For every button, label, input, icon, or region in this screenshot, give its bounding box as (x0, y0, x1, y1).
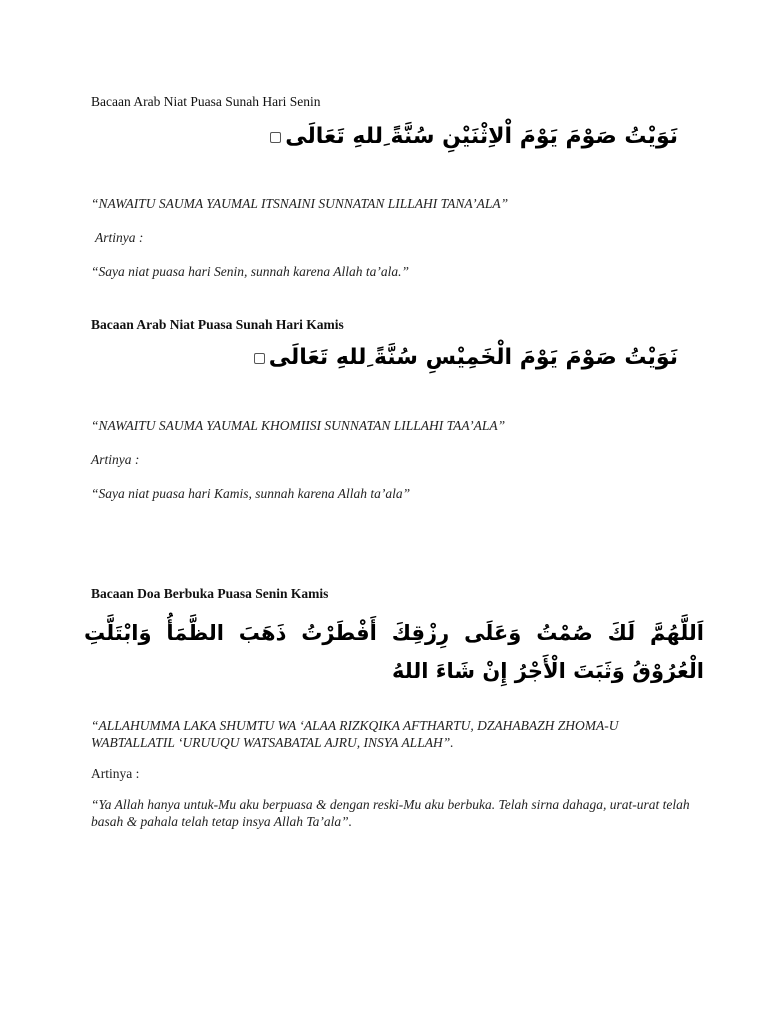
arabic-doa-berbuka: اَللَّهُمَّ لَكَ صُمْتُ وَعَلَى رِزْقِكَ أَفْطَرْتُ ذَهَبَ الظَّمَأُ وَابْتَلَّتِ الْعُرُوْقُ وَثَبَتَ الْأَجْرُ إِنْ شَاءَ اللهُ (84, 621, 704, 683)
placeholder-box-icon (254, 353, 265, 364)
meaning-senin: “Saya niat puasa hari Senin, sunnah karena Allah ta’ala.” (91, 264, 410, 279)
transliteration-kamis: “NAWAITU SAUMA YAUMAL KHOMIISI SUNNATAN LILLAHI TAA’ALA” (91, 418, 506, 433)
section-heading-berbuka: Bacaan Doa Berbuka Puasa Senin Kamis (91, 586, 329, 601)
meaning-label-senin: Artinya : (95, 230, 144, 245)
arabic-text: نَوَيْتُ صَوْمَ يَوْمَ الْخَمِيْسِ سُنَّةً ِللهِ تَعَالَى (268, 345, 678, 370)
meaning-label-kamis: Artinya : (91, 452, 140, 467)
section-heading-kamis: Bacaan Arab Niat Puasa Sunah Hari Kamis (91, 317, 344, 332)
section-heading-senin: Bacaan Arab Niat Puasa Sunah Hari Senin (91, 94, 321, 109)
meaning-label-berbuka: Artinya : (91, 766, 140, 781)
meaning-kamis: “Saya niat puasa hari Kamis, sunnah karena Allah ta’ala” (91, 486, 411, 501)
transliteration-senin: “NAWAITU SAUMA YAUMAL ITSNAINI SUNNATAN LILLAHI TANA’ALA” (91, 196, 509, 211)
transliteration-berbuka: “ALLAHUMMA LAKA SHUMTU WA ‘ALAA RIZKQIKA AFTHARTU, DZAHABAZH ZHOMA-U WABTALLATIL ‘URUUQU WATSABATAL AJRU, INSYA ALLAH”. (91, 718, 619, 750)
meaning-berbuka: “Ya Allah hanya untuk-Mu aku berpuasa & dengan reski-Mu aku berbuka. Telah sirna dahaga, urat-urat telah basah & pahala telah tetap insya Allah Ta’ala”. (91, 797, 690, 829)
arabic-niat-senin (266, 124, 678, 149)
arabic-text: نَوَيْتُ صَوْمَ يَوْمَ اْلاِثْنَيْنِ سُنَّةً ِللهِ تَعَالَى (285, 124, 678, 149)
arabic-niat-kamis (250, 345, 678, 370)
placeholder-box-icon (270, 132, 281, 143)
